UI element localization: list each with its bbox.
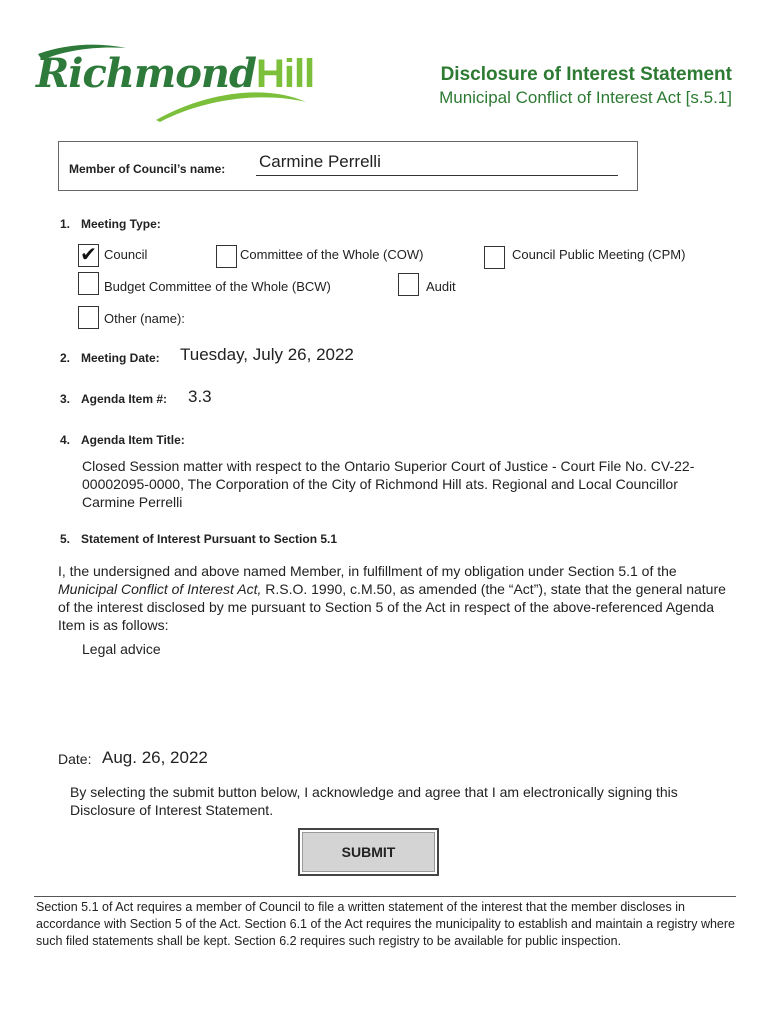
statement-act-name: Municipal Conflict of Interest Act, (58, 581, 262, 597)
bcw-checkbox[interactable] (78, 272, 99, 295)
section-number: 3. (60, 392, 71, 406)
agenda-item-title-field[interactable]: Closed Session matter with respect to the Ontario Superior Court of Justice - Court File No. CV-22-00002095-0000, The Corporation of the City of Richmond Hill ats. Regional and Local Councillor Carmine Perrelli (82, 458, 695, 510)
cpm-checkbox-label: Council Public Meeting (CPM) (512, 247, 686, 262)
section-number: 1. (60, 217, 71, 231)
date-field[interactable]: Aug. 26, 2022 (102, 748, 208, 767)
member-name-underline (256, 175, 618, 176)
acknowledgement-text: By selecting the submit button below, I acknowledge and agree that I am electronically signing this Disclosure of Interest Statement. (70, 784, 678, 818)
section-meeting-date-heading (60, 351, 160, 365)
logo-richmond: Richmond (36, 50, 256, 97)
footer-note: Section 5.1 of Act requires a member of Council to file a written statement of the interest that the member discloses in accordance with Section 5 of the Act. Section 6.1 of the Act requires the municipality to establish and maintain a registry where such filed statements shall be kept. Section 6.2 requires such registry to be available for public inspection. (36, 900, 735, 948)
cow-checkbox[interactable] (216, 245, 237, 268)
member-name-box (58, 141, 638, 191)
member-name-field[interactable]: Carmine Perrelli (259, 152, 381, 171)
council-checkbox[interactable]: ✔ (78, 244, 99, 267)
council-checkbox-label: Council (104, 247, 148, 262)
section-heading: Agenda Item Title: (81, 433, 185, 447)
logo-wordmark (36, 50, 314, 97)
cpm-checkbox[interactable] (484, 246, 505, 269)
other-checkbox[interactable] (78, 306, 99, 329)
section-heading: Meeting Type: (81, 217, 161, 231)
section-agenda-item-heading (60, 392, 167, 406)
section-heading: Agenda Item #: (81, 392, 168, 406)
audit-checkbox-label: Audit (426, 279, 456, 294)
section-heading: Meeting Date: (81, 351, 160, 365)
audit-checkbox[interactable] (398, 273, 419, 296)
footer-divider (34, 896, 736, 897)
cow-checkbox-label: Committee of the Whole (COW) (240, 247, 424, 262)
agenda-item-number-field[interactable]: 3.3 (188, 387, 212, 406)
section-agenda-title-heading (60, 433, 185, 447)
date-label: Date: (58, 751, 92, 767)
submit-button[interactable]: SUBMIT (298, 828, 439, 876)
statement-paragraph (58, 562, 738, 634)
section-statement-heading (60, 532, 337, 546)
interest-nature-field[interactable]: Legal advice (82, 641, 161, 657)
logo-hill: Hill (255, 52, 315, 96)
section-number: 2. (60, 351, 71, 365)
member-name-label: Member of Council’s name: (69, 162, 226, 176)
page-subtitle: Municipal Conflict of Interest Act [s.5.1] (439, 88, 732, 107)
bcw-checkbox-label: Budget Committee of the Whole (BCW) (104, 279, 331, 294)
section-meeting-type-heading (60, 217, 161, 231)
richmond-hill-logo (36, 40, 315, 126)
section-number: 4. (60, 433, 71, 447)
section-heading: Statement of Interest Pursuant to Section 5.1 (81, 532, 338, 546)
page-title: Disclosure of Interest Statement (440, 64, 732, 85)
other-checkbox-label: Other (name): (104, 311, 185, 326)
meeting-date-field[interactable]: Tuesday, July 26, 2022 (180, 345, 354, 364)
statement-text-before: I, the undersigned and above named Member, in fulfillment of my obligation under Section 5.1 of the (58, 563, 677, 579)
statement-text-after: R.S.O. 1990, c.M.50, as amended (the “Act”), state that the general nature of the interest disclosed by me pursuant to Section 5 of the Act in respect of the above-referenced Agenda Item is as follows: (58, 581, 726, 633)
section-number: 5. (60, 532, 71, 546)
